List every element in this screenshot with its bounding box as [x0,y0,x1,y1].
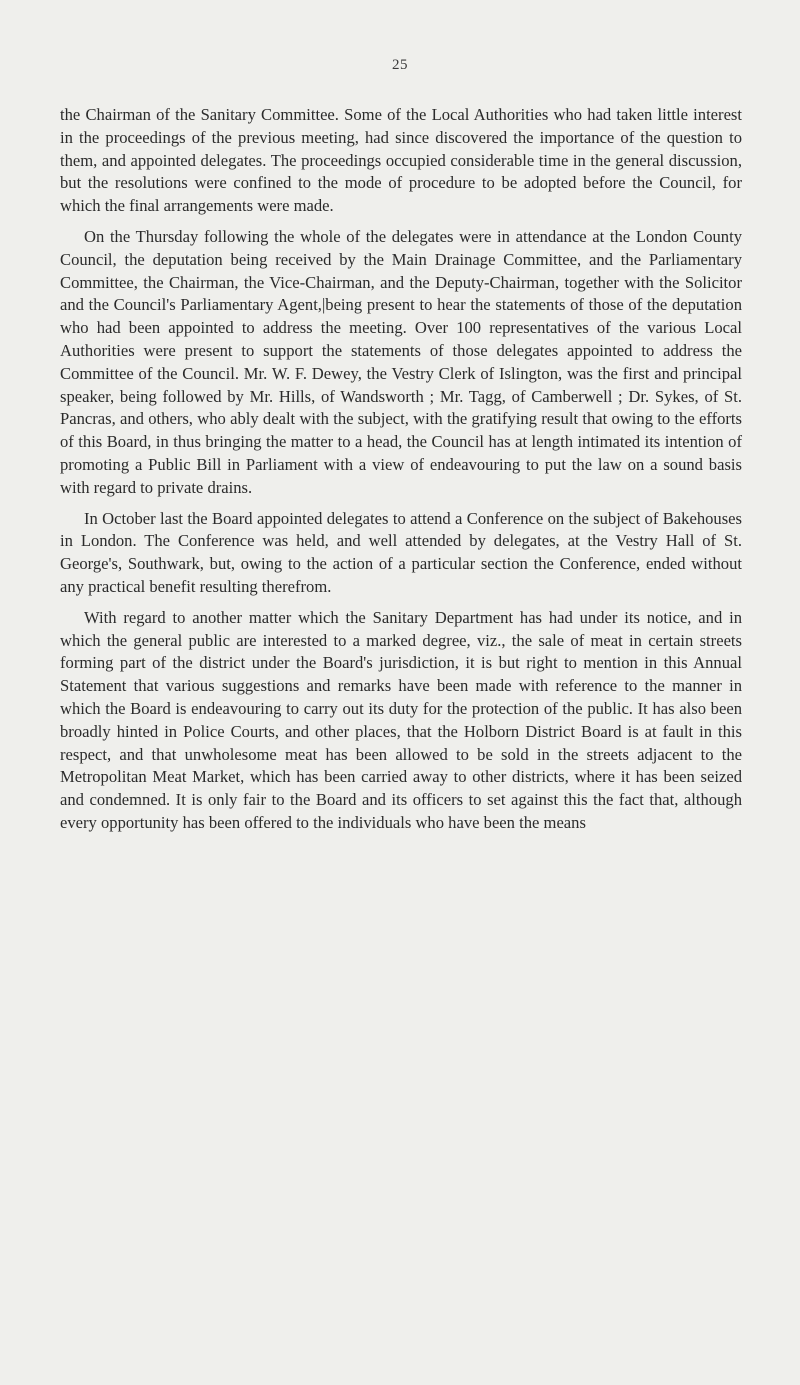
paragraph-2: On the Thursday following the whole of the delegates were in attendance at the London County Council, the deputation being received by the Main Drainage Committee, and the Parliamentary Committee, the Chairman, the Vice-Chairman, and the Deputy-Chairman, together with the Solicitor and the Council's Parliamentary Agent,|being present to hear the statements of those of the deputation who had been appointed to address the meeting. Over 100 representatives of the various Local Authorities were present to support the statements of those delegates appointed to address the Committee of the Council. Mr. W. F. Dewey, the Vestry Clerk of Islington, was the first and principal speaker, being followed by Mr. Hills, of Wandsworth ; Mr. Tagg, of Camberwell ; Dr. Sykes, of St. Pancras, and others, who ably dealt with the subject, with the gratifying result that owing to the efforts of this Board, in thus bringing the matter to a head, the Council has at length intimated its intention of promoting a Public Bill in Parliament with a view of endeavouring to put the law on a sound basis with regard to private drains. [60,226,742,497]
paragraph-3: In October last the Board appointed delegates to attend a Conference on the subject of Bakehouses in London. The Conference was held, and well attended by delegates, at the Vestry Hall of St. George's, Southwark, but, owing to the action of a particular section the Conference, ended without any practical benefit resulting therefrom. [60,508,742,596]
page-number: 25 [392,57,408,73]
paragraph-4: With regard to another matter which the Sanitary Department has had under its notice, and in which the general public are interested to a marked degree, viz., the sale of meat in certain streets forming part of the district under the Board's jurisdiction, it is but right to mention in this Annual Statement that various suggestions and remarks have been made with reference to the manner in which the Board is endeavouring to carry out its duty for the protection of the public. It has also been broadly hinted in Police Courts, and other places, that the Holborn District Board is at fault in this respect, and that unwholesome meat has been allowed to be sold in the streets adjacent to the Metropolitan Meat Market, which has been carried away to other districts, where it has been seized and condemned. It is only fair to the Board and its officers to set against this the fact that, although every opportunity has been offered to the individuals who have been the means [60,607,742,832]
paragraph-1: the Chairman of the Sanitary Committee. Some of the Local Authorities who had taken little interest in the proceedings of the previous meeting, had since discovered the importance of the question to them, and appointed delegates. The proceedings occupied considerable time in the general discussion, but the resolutions were confined to the mode of procedure to be adopted before the Council, for which the final arrangements were made. [60,105,742,216]
body-text [60,104,742,843]
